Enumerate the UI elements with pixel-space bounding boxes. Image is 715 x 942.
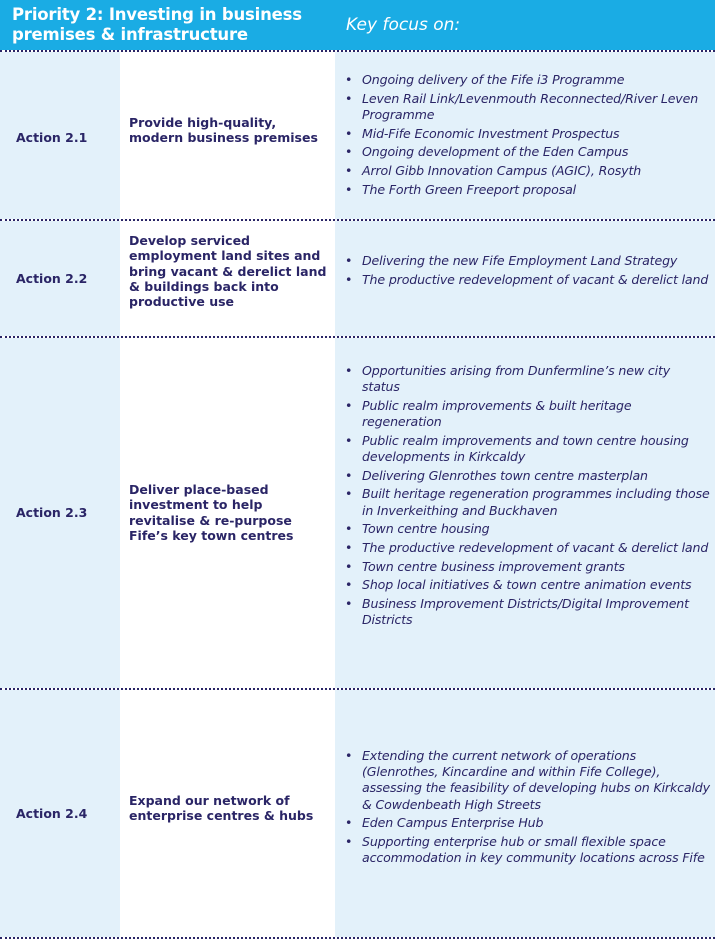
action-label: Action 2.2: [16, 271, 88, 286]
table-header: [0, 0, 715, 50]
focus-item: • Supporting enterprise hub or small flexible space accommodation in key community locations across Fife: [343, 834, 711, 866]
action-description: Provide high-quality, modern business premises: [129, 115, 318, 146]
action-row-2-3: [0, 338, 715, 688]
focus-list: [343, 748, 711, 869]
focus-item: • Ongoing delivery of the Fife i3 Programme: [343, 72, 711, 88]
focus-item: • Public realm improvements and town centre housing developments in Kirkcaldy: [343, 433, 711, 465]
action-label: Action 2.4: [16, 806, 88, 821]
action-label: Action 2.3: [16, 505, 88, 520]
divider: [0, 937, 715, 939]
focus-item: • Opportunities arising from Dunfermline’s new city status: [343, 363, 711, 395]
focus-item: • Delivering the new Fife Employment Land Strategy: [343, 253, 711, 269]
action-row-2-1: [0, 52, 715, 219]
focus-item: • Mid-Fife Economic Investment Prospectus: [343, 126, 711, 142]
focus-item: • Public realm improvements & built heritage regeneration: [343, 398, 711, 430]
priority-title: Priority 2: Investing in business premises & infrastructure: [12, 5, 302, 44]
action-description: Develop serviced employment land sites and bring vacant & derelict land & buildings back into productive use: [129, 233, 327, 310]
focus-item: • Extending the current network of operations (Glenrothes, Kincardine and within Fife College), assessing the feasibility of developing hubs on Kirkcaldy & Cowdenbeath High Streets: [343, 748, 711, 813]
key-focus-heading: Key focus on:: [346, 15, 461, 35]
focus-item: • Ongoing development of the Eden Campus: [343, 144, 711, 160]
focus-item: • Delivering Glenrothes town centre masterplan: [343, 468, 711, 484]
focus-item: • Shop local initiatives & town centre animation events: [343, 577, 711, 593]
focus-item: • Built heritage regeneration programmes including those in Inverkeithing and Buckhaven: [343, 486, 711, 518]
focus-list: [343, 72, 711, 200]
focus-item: • Town centre business improvement grants: [343, 559, 711, 575]
focus-item: • Arrol Gibb Innovation Campus (AGIC), Rosyth: [343, 163, 711, 179]
focus-item: • Leven Rail Link/Levenmouth Reconnected/River Leven Programme: [343, 91, 711, 123]
action-row-2-2: [0, 221, 715, 336]
focus-list: [343, 253, 711, 290]
action-description: Deliver place-based investment to help revitalise & re-purpose Fife’s key town centres: [129, 482, 294, 543]
focus-item: • Business Improvement Districts/Digital Improvement Districts: [343, 596, 711, 628]
focus-item: • The Forth Green Freeport proposal: [343, 182, 711, 198]
focus-list: [343, 363, 711, 631]
focus-item: • The productive redevelopment of vacant & derelict land: [343, 540, 711, 556]
focus-item: • Eden Campus Enterprise Hub: [343, 815, 711, 831]
action-row-2-4: [0, 690, 715, 937]
action-label: Action 2.1: [16, 130, 88, 145]
action-description: Expand our network of enterprise centres & hubs: [129, 793, 314, 824]
focus-item: • The productive redevelopment of vacant & derelict land: [343, 272, 711, 288]
focus-item: • Town centre housing: [343, 521, 711, 537]
